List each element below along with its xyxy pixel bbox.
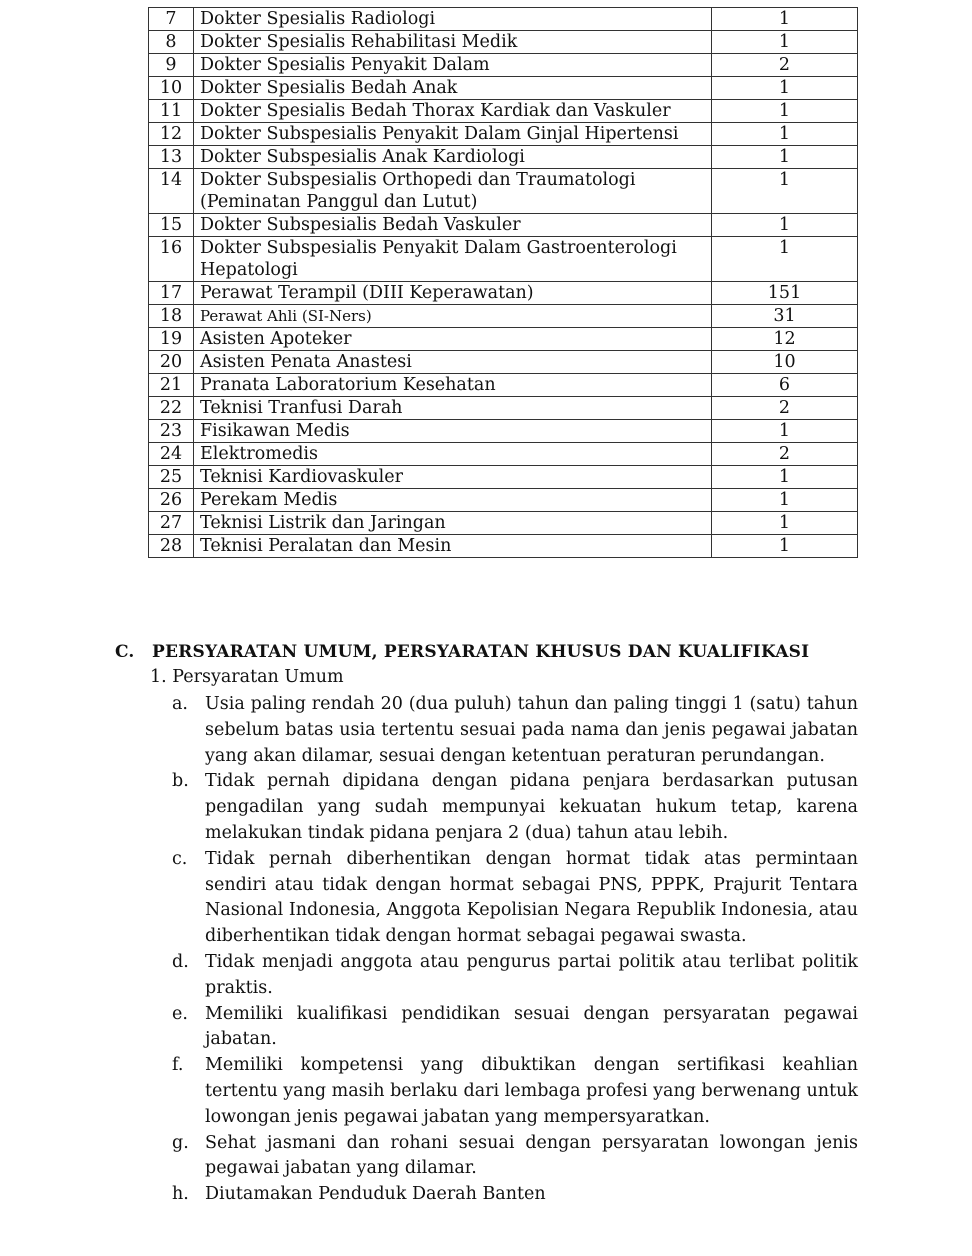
position-count: 1 <box>712 512 858 535</box>
position-name: Asisten Penata Anastesi <box>194 351 712 374</box>
position-count: 1 <box>712 214 858 237</box>
section-title: PERSYARATAN UMUM, PERSYARATAN KHUSUS DAN KUALIFIKASI <box>152 642 810 662</box>
table-row <box>149 466 858 489</box>
requirement-text: Memiliki kompetensi yang dibuktikan dengan sertifikasi keahlian tertentu yang masih berlaku dari lembaga profesi yang berwenang untuk lowongan jenis pegawai jabatan yang mempersyaratkan. <box>205 1055 858 1127</box>
requirement-marker: g. <box>172 1132 189 1153</box>
row-number: 26 <box>149 489 194 512</box>
table-row <box>149 535 858 558</box>
position-count: 6 <box>712 374 858 397</box>
subsection-label: 1. <box>150 667 167 687</box>
row-number: 20 <box>149 351 194 374</box>
requirement-marker: c. <box>172 848 188 869</box>
table-row <box>149 8 858 31</box>
position-name: Teknisi Listrik dan Jaringan <box>194 512 712 535</box>
requirement-item <box>172 1002 858 1054</box>
row-number: 21 <box>149 374 194 397</box>
position-count: 1 <box>712 100 858 123</box>
section-heading <box>115 642 809 662</box>
requirement-item <box>172 1182 858 1208</box>
row-number: 12 <box>149 123 194 146</box>
row-number: 25 <box>149 466 194 489</box>
position-name: Dokter Subspesialis Anak Kardiologi <box>194 146 712 169</box>
position-count: 1 <box>712 169 858 214</box>
position-name: Dokter Spesialis Radiologi <box>194 8 712 31</box>
requirement-text: Tidak pernah dipidana dengan pidana penjara berdasarkan putusan pengadilan yang sudah mempunyai kekuatan hukum tetap, karena melakukan tindak pidana penjara 2 (dua) tahun atau lebih. <box>205 771 858 843</box>
requirement-item <box>172 847 858 950</box>
row-number: 17 <box>149 282 194 305</box>
position-count: 1 <box>712 535 858 558</box>
position-name: Dokter Spesialis Bedah Thorax Kardiak dan Vaskuler <box>194 100 712 123</box>
row-number: 8 <box>149 31 194 54</box>
position-count: 1 <box>712 237 858 282</box>
table-row <box>149 420 858 443</box>
position-name: Dokter Subspesialis Bedah Vaskuler <box>194 214 712 237</box>
requirement-marker: f. <box>172 1055 184 1076</box>
position-count: 31 <box>712 305 858 328</box>
position-name: Teknisi Kardiovaskuler <box>194 466 712 489</box>
row-number: 24 <box>149 443 194 466</box>
requirement-marker: h. <box>172 1184 189 1205</box>
requirement-item <box>172 950 858 1002</box>
table-row <box>149 282 858 305</box>
requirement-text: Sehat jasmani dan rohani sesuai dengan persyaratan lowongan jenis pegawai jabatan yang dilamar. <box>205 1132 858 1179</box>
requirement-marker: d. <box>172 951 189 972</box>
table-row <box>149 123 858 146</box>
table-row <box>149 374 858 397</box>
position-count: 1 <box>712 8 858 31</box>
requirement-marker: b. <box>172 771 189 792</box>
position-name: Fisikawan Medis <box>194 420 712 443</box>
table-row <box>149 443 858 466</box>
positions-table-body <box>149 8 858 558</box>
table-row <box>149 237 858 282</box>
row-number: 10 <box>149 77 194 100</box>
position-name: Perawat Terampil (DIII Keperawatan) <box>194 282 712 305</box>
requirement-item <box>172 692 858 769</box>
position-count: 1 <box>712 31 858 54</box>
table-row <box>149 489 858 512</box>
position-name: Dokter Spesialis Bedah Anak <box>194 77 712 100</box>
row-number: 22 <box>149 397 194 420</box>
position-count: 1 <box>712 146 858 169</box>
table-row <box>149 512 858 535</box>
position-name: Asisten Apoteker <box>194 328 712 351</box>
row-number: 14 <box>149 169 194 214</box>
row-number: 27 <box>149 512 194 535</box>
row-number: 18 <box>149 305 194 328</box>
requirement-text: Tidak menjadi anggota atau pengurus partai politik atau terlibat politik praktis. <box>205 951 858 998</box>
position-count: 1 <box>712 77 858 100</box>
table-row <box>149 77 858 100</box>
row-number: 23 <box>149 420 194 443</box>
subsection-heading <box>150 667 344 687</box>
requirement-text: Tidak pernah diberhentikan dengan hormat tidak atas permintaan sendiri atau tidak dengan hormat sebagai PNS, PPPK, Prajurit Tentara Nasional Indonesia, Anggota Kepolisian Negara Republik Indonesia, atau diberhentikan tidak dengan hormat sebagai pegawai swasta. <box>205 848 858 947</box>
requirement-text: Diutamakan Penduduk Daerah Banten <box>205 1184 546 1205</box>
row-number: 28 <box>149 535 194 558</box>
position-name: Teknisi Peralatan dan Mesin <box>194 535 712 558</box>
position-name: Perekam Medis <box>194 489 712 512</box>
table-row <box>149 305 858 328</box>
table-row <box>149 31 858 54</box>
table-row <box>149 397 858 420</box>
requirement-item <box>172 1053 858 1130</box>
position-name: Elektromedis <box>194 443 712 466</box>
table-row <box>149 169 858 214</box>
position-count: 2 <box>712 54 858 77</box>
requirement-marker: a. <box>172 694 188 714</box>
subsection-title: Persyaratan Umum <box>172 667 344 687</box>
row-number: 7 <box>149 8 194 31</box>
position-name: Dokter Subspesialis Orthopedi dan Traumatologi (Peminatan Panggul dan Lutut) <box>194 169 712 214</box>
positions-table <box>148 7 858 558</box>
position-count: 2 <box>712 443 858 466</box>
requirement-item <box>172 769 858 846</box>
row-number: 9 <box>149 54 194 77</box>
row-number: 19 <box>149 328 194 351</box>
position-name: Dokter Spesialis Penyakit Dalam <box>194 54 712 77</box>
table-row <box>149 54 858 77</box>
position-count: 1 <box>712 489 858 512</box>
row-number: 13 <box>149 146 194 169</box>
requirement-text: Memiliki kualifikasi pendidikan sesuai dengan persyaratan pegawai jabatan. <box>205 1003 858 1050</box>
table-row <box>149 214 858 237</box>
position-name: Perawat Ahli (SI-Ners) <box>194 305 712 328</box>
table-row <box>149 328 858 351</box>
position-count: 10 <box>712 351 858 374</box>
requirement-marker: e. <box>172 1003 188 1024</box>
position-name: Dokter Spesialis Rehabilitasi Medik <box>194 31 712 54</box>
table-row <box>149 146 858 169</box>
position-name: Pranata Laboratorium Kesehatan <box>194 374 712 397</box>
position-count: 1 <box>712 420 858 443</box>
position-name: Dokter Subspesialis Penyakit Dalam Gastroenterologi Hepatologi <box>194 237 712 282</box>
row-number: 16 <box>149 237 194 282</box>
position-count: 2 <box>712 397 858 420</box>
row-number: 11 <box>149 100 194 123</box>
position-name: Dokter Subspesialis Penyakit Dalam Ginjal Hipertensi <box>194 123 712 146</box>
section-label: C. <box>115 642 135 662</box>
requirement-item <box>172 1131 858 1183</box>
position-count: 151 <box>712 282 858 305</box>
row-number: 15 <box>149 214 194 237</box>
requirements-list <box>172 692 858 1208</box>
position-count: 12 <box>712 328 858 351</box>
table-row <box>149 100 858 123</box>
requirement-text: Usia paling rendah 20 (dua puluh) tahun dan paling tinggi 1 (satu) tahun sebelum batas usia tertentu sesuai pada nama dan jenis pegawai jabatan yang akan dilamar, sesuai dengan ketentuan peraturan perundangan. <box>205 694 858 766</box>
position-count: 1 <box>712 466 858 489</box>
table-row <box>149 351 858 374</box>
position-name: Teknisi Tranfusi Darah <box>194 397 712 420</box>
position-count: 1 <box>712 123 858 146</box>
